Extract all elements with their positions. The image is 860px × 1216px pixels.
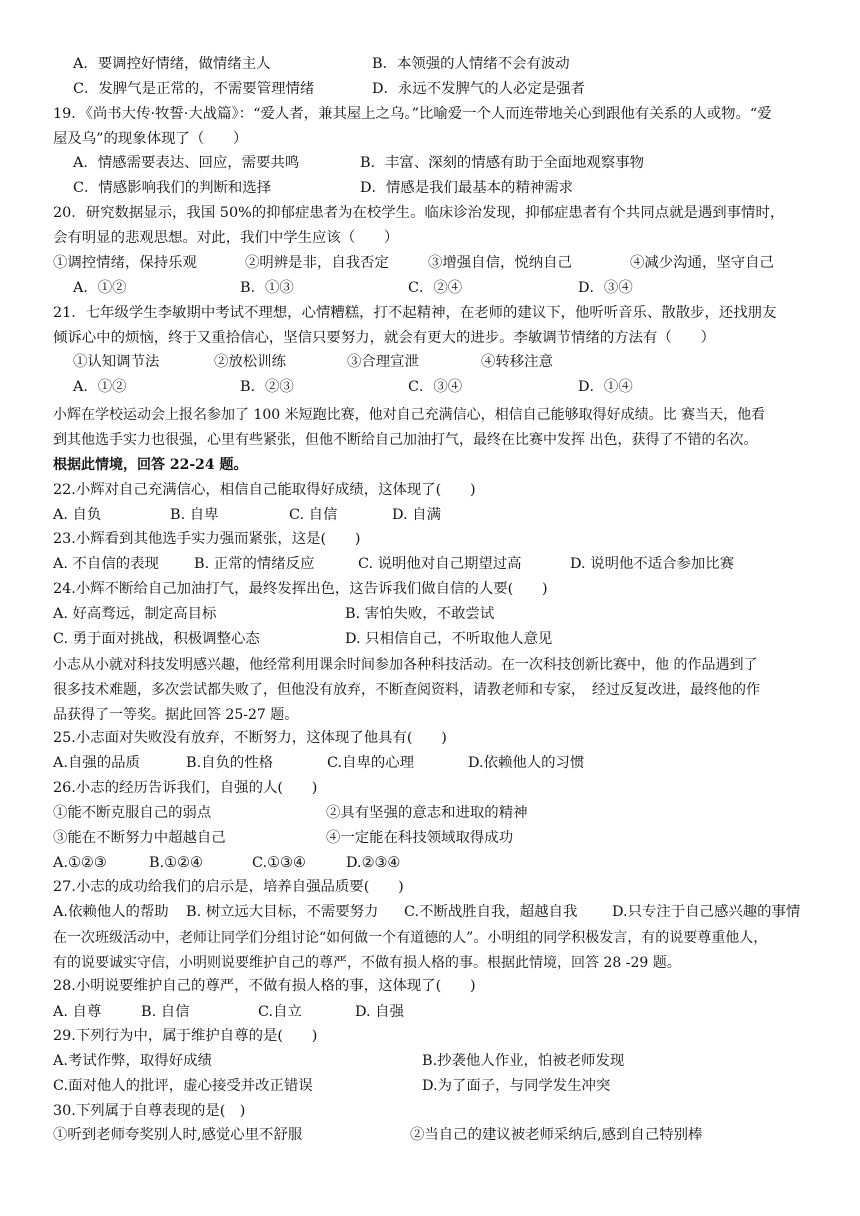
q23-option-c[interactable]: C. 说明他对自己期望过高 <box>358 556 522 572</box>
passage1-line1: 小辉在学校运动会上报名参加了 100 米短跑比赛，他对自己充满信心，相信自己能够取得好成绩。比 赛当天，他看 <box>53 407 766 423</box>
q26-statement-4: ④一定能在科技领域取得成功 <box>326 830 514 846</box>
q23-option-b[interactable]: B. 正常的情绪反应 <box>194 556 315 572</box>
q24-option-d[interactable]: D. 只相信自己，不听取他人意见 <box>345 631 553 647</box>
q20-statement-2: ②明辨是非，自我否定 <box>245 255 389 271</box>
q21-option-c[interactable]: C．③④ <box>408 379 463 395</box>
q23-option-a[interactable]: A. 不自信的表现 <box>53 556 159 572</box>
q27-option-d[interactable]: D.只专注于自己感兴趣的事情 <box>612 904 801 920</box>
q20-stem-line2: 会有明显的悲观思想。对此，我们中学生应该（ ） <box>53 230 399 246</box>
q26-option-c[interactable]: C.①③④ <box>252 855 306 871</box>
q20-option-d[interactable]: D．③④ <box>578 280 633 296</box>
q22-option-b[interactable]: B. 自卑 <box>170 507 219 523</box>
q20-statement-3: ③增强自信，悦纳自己 <box>428 255 572 271</box>
passage1-line2: 到其他选手实力也很强，心里有些紧张，但他不断给自己加油打气，最终在比赛中发挥 出色，获得了不错的名次。 <box>53 432 758 448</box>
q21-option-a[interactable]: A．①② <box>73 379 127 395</box>
q18-option-d[interactable]: D．永远不发脾气的人必定是强者 <box>372 81 586 97</box>
q29-option-d[interactable]: D.为了面子，与同学发生冲突 <box>422 1078 611 1094</box>
q22-option-c[interactable]: C. 自信 <box>289 507 338 523</box>
q24-option-b[interactable]: B. 害怕失败，不敢尝试 <box>345 606 495 622</box>
q21-stem-line1: 21．七年级学生李敏期中考试不理想，心情糟糕，打不起精神，在老师的建议下，他听听音乐、散散步，还找朋友 <box>53 305 777 321</box>
q18-option-b[interactable]: B．本领强的人情绪不会有波动 <box>372 56 570 72</box>
q27-option-b[interactable]: B. 树立远大目标，不需要努力 <box>186 904 379 920</box>
passage2-line1: 小志从小就对科技发明感兴趣，他经常利用课余时间参加各种科技活动。在一次科技创新比赛中，他 的作品遇到了 <box>53 657 758 673</box>
q20-statement-1: ①调控情绪，保持乐观 <box>53 255 197 271</box>
q24-option-c[interactable]: C. 勇于面对挑战，积极调整心态 <box>53 631 260 647</box>
q26-option-d[interactable]: D.②③④ <box>346 855 401 871</box>
q21-option-b[interactable]: B．②③ <box>240 379 294 395</box>
q19-option-c[interactable]: C．情感影响我们的判断和选择 <box>73 180 272 196</box>
q26-option-a[interactable]: A.①②③ <box>53 855 107 871</box>
q23-option-d[interactable]: D. 说明他不适合参加比赛 <box>570 556 735 572</box>
q25-option-d[interactable]: D.依赖他人的习惯 <box>468 755 585 771</box>
q24-stem: 24.小辉不断给自己加油打气，最终发挥出色，这告诉我们做自信的人要( ) <box>53 581 548 597</box>
q20-option-a[interactable]: A．①② <box>73 280 127 296</box>
q28-option-d[interactable]: D. 自强 <box>355 1004 404 1020</box>
q20-stem-line1: 20．研究数据显示，我国 50%的抑郁症患者为在校学生。临床诊治发现，抑郁症患者有个共同点就是遇到事情时， <box>53 205 785 221</box>
q25-option-a[interactable]: A.自强的品质 <box>53 755 140 771</box>
q28-option-b[interactable]: B. 自信 <box>141 1004 190 1020</box>
passage2-line2: 很多技术难题，多次尝试都失败了，但他没有放弃，不断查阅资料，请教老师和专家， 经过反复改进，最终他的作 <box>53 682 760 698</box>
q29-option-c[interactable]: C.面对他人的批评，虚心接受并改正错误 <box>53 1078 313 1094</box>
q26-statement-2: ②具有坚强的意志和进取的精神 <box>326 805 528 821</box>
q28-stem: 28.小明说要维护自己的尊严，不做有损人格的事，这体现了( ) <box>53 978 476 994</box>
q22-option-a[interactable]: A. 自负 <box>53 507 102 523</box>
q19-stem-line2: 屋及乌”的现象体现了（ ） <box>53 131 248 147</box>
q27-option-a[interactable]: A.依赖他人的帮助 <box>53 904 169 920</box>
q21-stem-line2: 倾诉心中的烦恼，终于又重拾信心，坚信只要努力，就会有更大的进步。李敏调节情绪的方法有（ ） <box>53 330 715 346</box>
q29-stem: 29.下列行为中，属于维护自尊的是( ) <box>53 1028 318 1044</box>
q29-option-a[interactable]: A.考试作弊，取得好成绩 <box>53 1053 212 1069</box>
q21-statement-2: ②放松训练 <box>214 354 286 370</box>
q30-statement-2: ②当自己的建议被老师采纳后,感到自己特别棒 <box>410 1127 703 1143</box>
passage1-instruction: 根据此情境，回答 22-24 题。 <box>53 457 248 473</box>
q22-stem: 22.小辉对自己充满信心，相信自己能取得好成绩，这体现了( ) <box>53 482 476 498</box>
q25-option-b[interactable]: B.自负的性格 <box>186 755 274 771</box>
q27-stem: 27.小志的成功给我们的启示是，培养自强品质要( ) <box>53 879 404 895</box>
passage3-line2: 有的说要诚实守信，小明则说要维护自己的尊严，不做有损人格的事。根据此情境，回答 28 -29 题。 <box>53 955 681 971</box>
q19-option-b[interactable]: B．丰富、深刻的情感有助于全面地观察事物 <box>360 155 644 171</box>
q25-option-c[interactable]: C.自卑的心理 <box>327 755 415 771</box>
q19-option-a[interactable]: A．情感需要表达、回应，需要共鸣 <box>73 155 300 171</box>
q20-option-b[interactable]: B．①③ <box>240 280 294 296</box>
q26-statement-1: ①能不断克服自己的弱点 <box>53 805 212 821</box>
q30-statement-1: ①听到老师夸奖别人时,感觉心里不舒服 <box>53 1127 303 1143</box>
q21-statement-4: ④转移注意 <box>481 354 553 370</box>
q26-option-b[interactable]: B.①②④ <box>149 855 203 871</box>
q25-stem: 25.小志面对失败没有放弃，不断努力，这体现了他具有( ) <box>53 730 447 746</box>
q26-stem: 26.小志的经历告诉我们，自强的人( ) <box>53 780 318 796</box>
q18-option-a[interactable]: A．要调控好情绪，做情绪主人 <box>73 56 271 72</box>
q22-option-d[interactable]: D. 自满 <box>392 507 441 523</box>
q21-statement-1: ①认知调节法 <box>73 354 160 370</box>
q27-option-c[interactable]: C.不断战胜自我，超越自我 <box>404 904 578 920</box>
q20-option-c[interactable]: C．②④ <box>408 280 463 296</box>
q21-option-d[interactable]: D．①④ <box>578 379 633 395</box>
q28-option-a[interactable]: A. 自尊 <box>53 1004 102 1020</box>
q20-statement-4: ④减少沟通，坚守自己 <box>630 255 774 271</box>
q19-stem-line1: 19．《尚书大传·牧誓·大战篇》：“爱人者，兼其屋上之乌。”比喻爱一个人而连带地关心到跟他有关系的人或物。“爱 <box>53 106 772 122</box>
q23-stem: 23.小辉看到其他选手实力强而紧张，这是( ) <box>53 531 361 547</box>
q21-statement-3: ③合理宣泄 <box>347 354 419 370</box>
q26-statement-3: ③能在不断努力中超越自己 <box>53 830 226 846</box>
q19-option-d[interactable]: D．情感是我们最基本的精神需求 <box>360 180 574 196</box>
q24-option-a[interactable]: A. 好高骛远，制定高目标 <box>53 606 217 622</box>
q28-option-c[interactable]: C.自立 <box>258 1004 302 1020</box>
q18-option-c[interactable]: C．发脾气是正常的，不需要管理情绪 <box>73 81 315 97</box>
passage3-line1: 在一次班级活动中，老师让同学们分组讨论“如何做一个有道德的人”。小明组的同学积极发言，有的说要尊重他人， <box>53 930 768 946</box>
q30-stem: 30.下列属于自尊表现的是( ) <box>53 1103 246 1119</box>
q29-option-b[interactable]: B.抄袭他人作业，怕被老师发现 <box>422 1053 625 1069</box>
passage2-line3: 品获得了一等奖。据此回答 25-27 题。 <box>53 707 299 723</box>
